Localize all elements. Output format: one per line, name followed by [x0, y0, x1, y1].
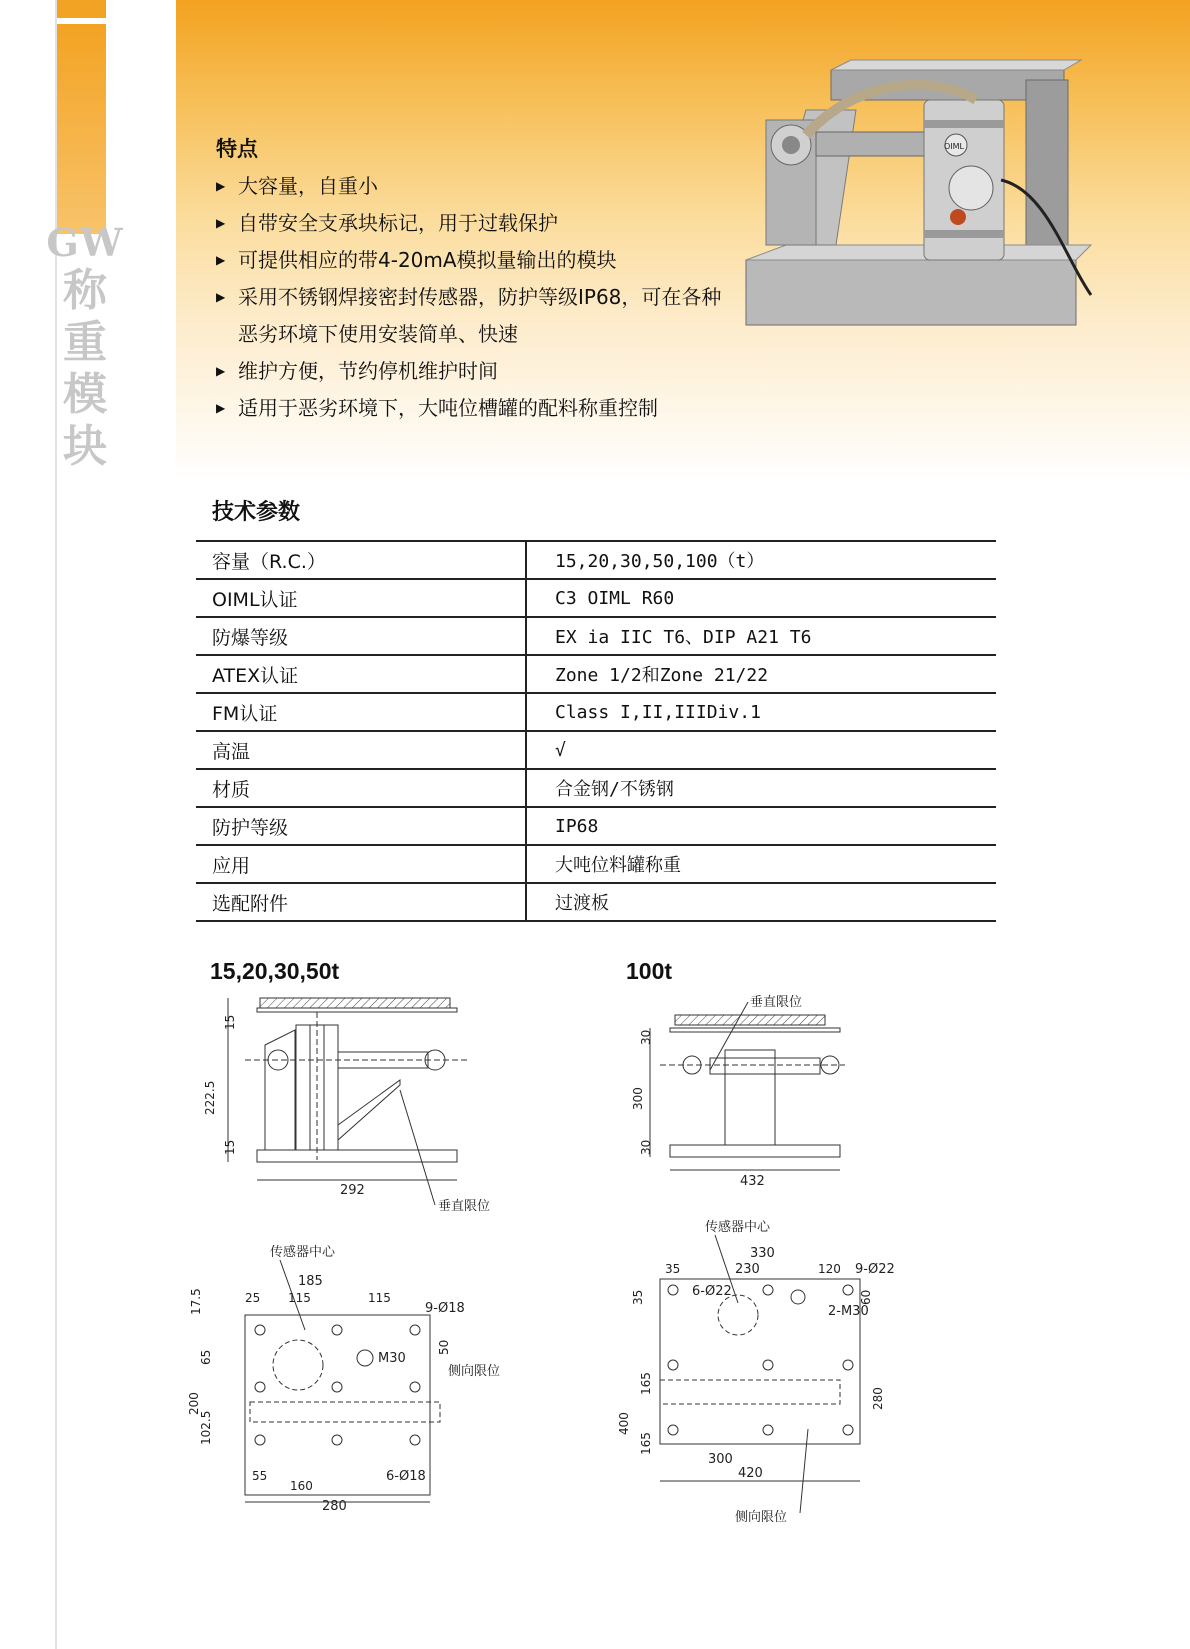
spec-value: Class I,II,IIIDiv.1: [526, 693, 996, 731]
plan-view-small: [187, 1240, 530, 1520]
table-row: [196, 693, 996, 731]
dim-label: 330: [750, 1246, 775, 1261]
table-row: [196, 617, 996, 655]
dim-label: 17.5: [189, 1288, 203, 1315]
dim-label: 15: [223, 1139, 237, 1155]
dim-label: 400: [617, 1412, 631, 1435]
dim-label: 65: [199, 1349, 213, 1365]
spec-value: C3 OIML R60: [526, 579, 996, 617]
table-row: [196, 845, 996, 883]
series-char: 重: [63, 317, 107, 368]
dim-label: 120: [818, 1262, 841, 1276]
vertical-limit-note: 垂直限位: [750, 995, 803, 1010]
spec-label: 容量（R.C.）: [196, 541, 526, 579]
feature-item: [216, 205, 736, 242]
dim-label: 280: [871, 1387, 885, 1410]
sidebar: [0, 0, 175, 1649]
feature-item: [216, 242, 736, 279]
drawing-title-small: 15,20,30,50t: [210, 958, 340, 984]
thread-note: M30: [378, 1351, 406, 1366]
drawing-title-large: 100t: [626, 958, 673, 984]
spec-label: 材质: [196, 769, 526, 807]
dim-label: 165: [639, 1432, 653, 1455]
spec-label: FM认证: [196, 693, 526, 731]
dim-label: 222.5: [203, 1080, 217, 1115]
bullet-icon: ▶: [216, 216, 226, 230]
dim-label: 300: [708, 1452, 733, 1467]
dim-label: 230: [735, 1262, 760, 1277]
product-photo: [746, 60, 1094, 345]
spec-heading: 技术参数: [212, 500, 301, 525]
dim-label: 60: [859, 1289, 873, 1305]
spec-value: EX ia IIC T6、DIP A21 T6: [526, 617, 996, 655]
bullet-icon: ▶: [216, 290, 226, 304]
holes-note: 9-Ø22: [855, 1262, 895, 1277]
feature-text: 采用不锈钢焊接密封传感器，防护等级IP68，可在各种恶劣环境下使用安装简单、快速: [238, 285, 722, 346]
feature-text: 可提供相应的带4-20mA模拟量输出的模块: [238, 248, 617, 272]
side-view-large: [630, 990, 880, 1190]
bullet-icon: ▶: [216, 364, 226, 378]
spec-value: 15,20,30,50,100（t）: [526, 541, 996, 579]
dim-label: 50: [437, 1339, 451, 1355]
holes-note: 9-Ø18: [425, 1301, 465, 1316]
dim-label: 115: [368, 1291, 391, 1305]
spec-value: 合金钢/不锈钢: [526, 769, 996, 807]
spec-label: 应用: [196, 845, 526, 883]
feature-item: [216, 390, 736, 427]
dim-label: 165: [639, 1372, 653, 1395]
features-heading: 特点: [216, 137, 258, 161]
sidebar-accent-bar: [57, 24, 106, 234]
series-char: 称: [63, 265, 107, 316]
dim-label: 15: [223, 1014, 237, 1030]
plan-view-large: [617, 1215, 920, 1535]
bullet-icon: ▶: [216, 401, 226, 415]
table-row: [196, 655, 996, 693]
spec-value: 大吨位料罐称重: [526, 845, 996, 883]
oiml-badge-text: OIML: [944, 142, 965, 151]
dim-label: 35: [631, 1289, 645, 1305]
spec-value: √: [526, 731, 996, 769]
dim-label: 300: [631, 1087, 645, 1110]
side-limit-note: 侧向限位: [448, 1364, 501, 1379]
feature-text: 适用于恶劣环境下，大吨位槽罐的配料称重控制: [238, 396, 658, 420]
side-limit-note: 侧向限位: [735, 1510, 788, 1525]
spec-label: 防护等级: [196, 807, 526, 845]
dim-label: 30: [639, 1029, 653, 1045]
spec-label: 防爆等级: [196, 617, 526, 655]
spec-value: Zone 1/2和Zone 21/22: [526, 655, 996, 693]
dim-label: 280: [322, 1499, 347, 1514]
feature-item: [216, 168, 736, 205]
dim-label: 115: [288, 1291, 311, 1305]
vertical-limit-note: 垂直限位: [438, 1199, 491, 1214]
spec-label: OIML认证: [196, 579, 526, 617]
table-row: [196, 579, 996, 617]
table-row: [196, 883, 996, 921]
dim-label: 102.5: [199, 1410, 213, 1445]
sidebar-title: [40, 220, 130, 473]
spec-label: 选配附件: [196, 883, 526, 921]
side-view-small: [200, 990, 520, 1215]
holes-note: 6-Ø22: [692, 1284, 732, 1299]
spec-table: [196, 540, 996, 922]
spec-label: ATEX认证: [196, 655, 526, 693]
dim-label: 25: [245, 1291, 261, 1305]
series-code: GW: [46, 220, 124, 265]
feature-text: 自带安全支承块标记，用于过载保护: [238, 211, 558, 235]
dim-label: 292: [340, 1183, 365, 1198]
dim-label: 185: [298, 1274, 323, 1289]
feature-item: [216, 353, 736, 390]
table-row: [196, 541, 996, 579]
bullet-icon: ▶: [216, 179, 226, 193]
dim-label: 160: [290, 1479, 313, 1493]
table-row: [196, 807, 996, 845]
dim-label: 420: [738, 1466, 763, 1481]
thread-note: 2-M30: [828, 1304, 869, 1319]
dim-label: 200: [187, 1392, 201, 1415]
table-row: [196, 731, 996, 769]
dim-label: 30: [639, 1139, 653, 1155]
feature-item: [216, 279, 736, 353]
sidebar-accent-cap: [57, 0, 106, 18]
bullet-icon: ▶: [216, 253, 226, 267]
spec-value: IP68: [526, 807, 996, 845]
sensor-center-note: 传感器中心: [270, 1245, 336, 1260]
sensor-center-note: 传感器中心: [705, 1220, 771, 1235]
features-list: [216, 168, 736, 427]
spec-value: 过渡板: [526, 883, 996, 921]
holes-note: 6-Ø18: [386, 1469, 426, 1484]
dim-label: 55: [252, 1469, 268, 1483]
series-char: 块: [63, 421, 107, 472]
spec-label: 高温: [196, 731, 526, 769]
feature-text: 大容量，自重小: [238, 174, 378, 198]
dim-label: 432: [740, 1174, 765, 1189]
table-row: [196, 769, 996, 807]
series-char: 模: [63, 369, 107, 420]
dim-label: 35: [665, 1262, 681, 1276]
feature-text: 维护方便，节约停机维护时间: [238, 359, 498, 383]
